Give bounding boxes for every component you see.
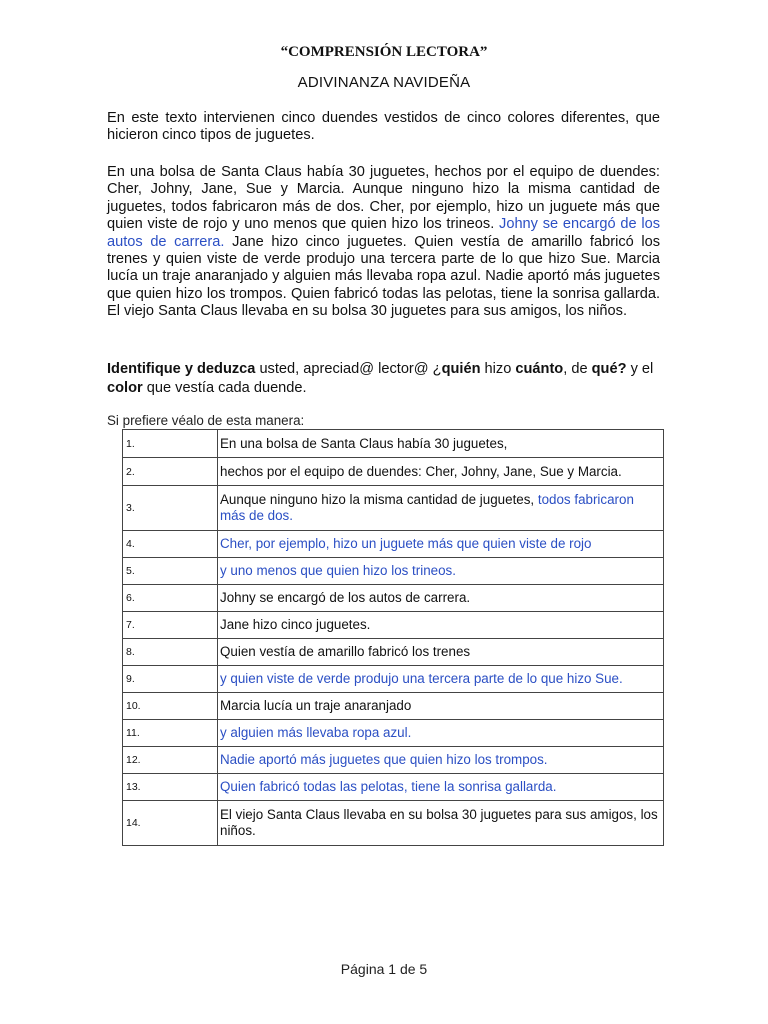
question-bold-5: color [107,379,143,396]
question-bold-4: qué? [591,361,627,377]
row-text-highlight: Nadie aportó más juguetes que quien hizo los trompos. [220,752,548,767]
row-text-plain: Quien vestía de amarillo fabricó los trenes [220,644,471,659]
question-bold-3: cuánto [515,361,564,377]
row-number: 4. [123,531,218,558]
question-bold-1: Identifique y deduzca [107,361,256,377]
question-text-3: , de [563,361,592,377]
page-subtitle: ADIVINANZA NAVIDEÑA [297,74,471,91]
row-text [218,558,664,585]
question-paragraph [107,360,660,397]
row-text-highlight: y quien viste de verde produjo una tercera parte de lo que hizo Sue. [220,671,623,686]
row-text-plain: Marcia lucía un traje anaranjado [220,698,412,713]
intro-paragraph: En este texto intervienen cinco duendes vestidos de cinco colores diferentes, que hicieron cinco tipos de juguetes. [107,110,660,144]
page-title: “COMPRENSIÓN LECTORA” [280,44,488,60]
table-row [123,612,664,639]
row-text [218,486,664,531]
table-row [123,666,664,693]
row-text [218,612,664,639]
row-number: 11. [123,720,218,747]
row-text-plain: El viejo Santa Claus llevaba en su bolsa 30 juguetes para sus amigos, los niños. [220,807,658,838]
question-text-2: hizo [480,361,516,377]
table-row [123,774,664,801]
question-text-1: usted, apreciad@ lector@ ¿ [255,361,442,377]
row-number: 3. [123,486,218,531]
table-row [123,558,664,585]
row-text-highlight: y alguien más llevaba ropa azul. [220,725,412,740]
table-intro-note: Si prefiere véalo de esta manera: [107,413,305,428]
table-row [123,720,664,747]
row-text-highlight: Cher, por ejemplo, hizo un juguete más que quien viste de rojo [220,536,592,551]
table-row [123,747,664,774]
row-text [218,747,664,774]
row-text [218,458,664,486]
table-row [123,639,664,666]
story-highlight: Johny se encargó de los autos de carrera. [107,216,660,250]
row-text [218,531,664,558]
table-row [123,531,664,558]
story-text-rest: Jane hizo cinco juguetes. Quien vestía de amarillo fabricó los trenes y quien viste de verde produjo una tercera parte de lo que hizo Sue. Marcia lucía un traje anaranjado y alguien más llevaba ropa azul. Nadie aportó más juguetes que quien hizo los trompos. Quien fabricó todas las pelotas, tiene la sonrisa gallarda. El viejo Santa Claus llevaba en su bolsa 30 juguetes para sus amigos, los niños. [107,233,660,320]
row-text-plain: Jane hizo cinco juguetes. [220,617,371,632]
row-text [218,430,664,458]
row-text [218,693,664,720]
row-number: 12. [123,747,218,774]
row-number: 2. [123,458,218,486]
row-number: 10. [123,693,218,720]
row-text [218,585,664,612]
question-bold-2: quién [441,361,481,377]
row-text [218,720,664,747]
table-row [123,430,664,458]
table-row [123,458,664,486]
row-number: 13. [123,774,218,801]
row-text [218,774,664,801]
sentence-table [122,429,664,846]
row-text [218,639,664,666]
table-row [123,693,664,720]
question-text-4: y el [626,361,654,377]
row-number: 8. [123,639,218,666]
row-text [218,666,664,693]
row-text-plain: Johny se encargó de los autos de carrera. [220,590,471,605]
table-row [123,585,664,612]
story-text: En una bolsa de Santa Claus había 30 juguetes, hechos por el equipo de duendes: Cher, Johny, Jane, Sue y Marcia. Aunque ninguno hizo la misma cantidad de juguetes, todos fabricaron más de dos. Cher, por ejemplo, hizo un juguete más que quien viste de rojo y uno menos que quien hizo los trineos. [107,164,660,233]
page-number: Página 1 de 5 [340,961,428,977]
row-number: 14. [123,801,218,846]
question-text-5: que vestía cada duende. [142,379,307,396]
table-row [123,801,664,846]
row-number: 1. [123,430,218,458]
row-number: 6. [123,585,218,612]
row-text-plain: hechos por el equipo de duendes: Cher, Johny, Jane, Sue y Marcia. [220,463,622,479]
row-text-highlight: y uno menos que quien hizo los trineos. [220,563,456,578]
row-number: 9. [123,666,218,693]
row-text-plain: En una bolsa de Santa Claus había 30 juguetes, [220,435,508,451]
table-row [123,486,664,531]
row-text [218,801,664,846]
row-text-highlight: todos fabricaron más de dos. [220,492,634,523]
row-text-highlight: Quien fabricó todas las pelotas, tiene la sonrisa gallarda. [220,779,557,794]
row-text-plain: Aunque ninguno hizo la misma cantidad de juguetes, [220,492,538,507]
story-paragraph [107,164,660,321]
row-number: 5. [123,558,218,585]
row-number: 7. [123,612,218,639]
